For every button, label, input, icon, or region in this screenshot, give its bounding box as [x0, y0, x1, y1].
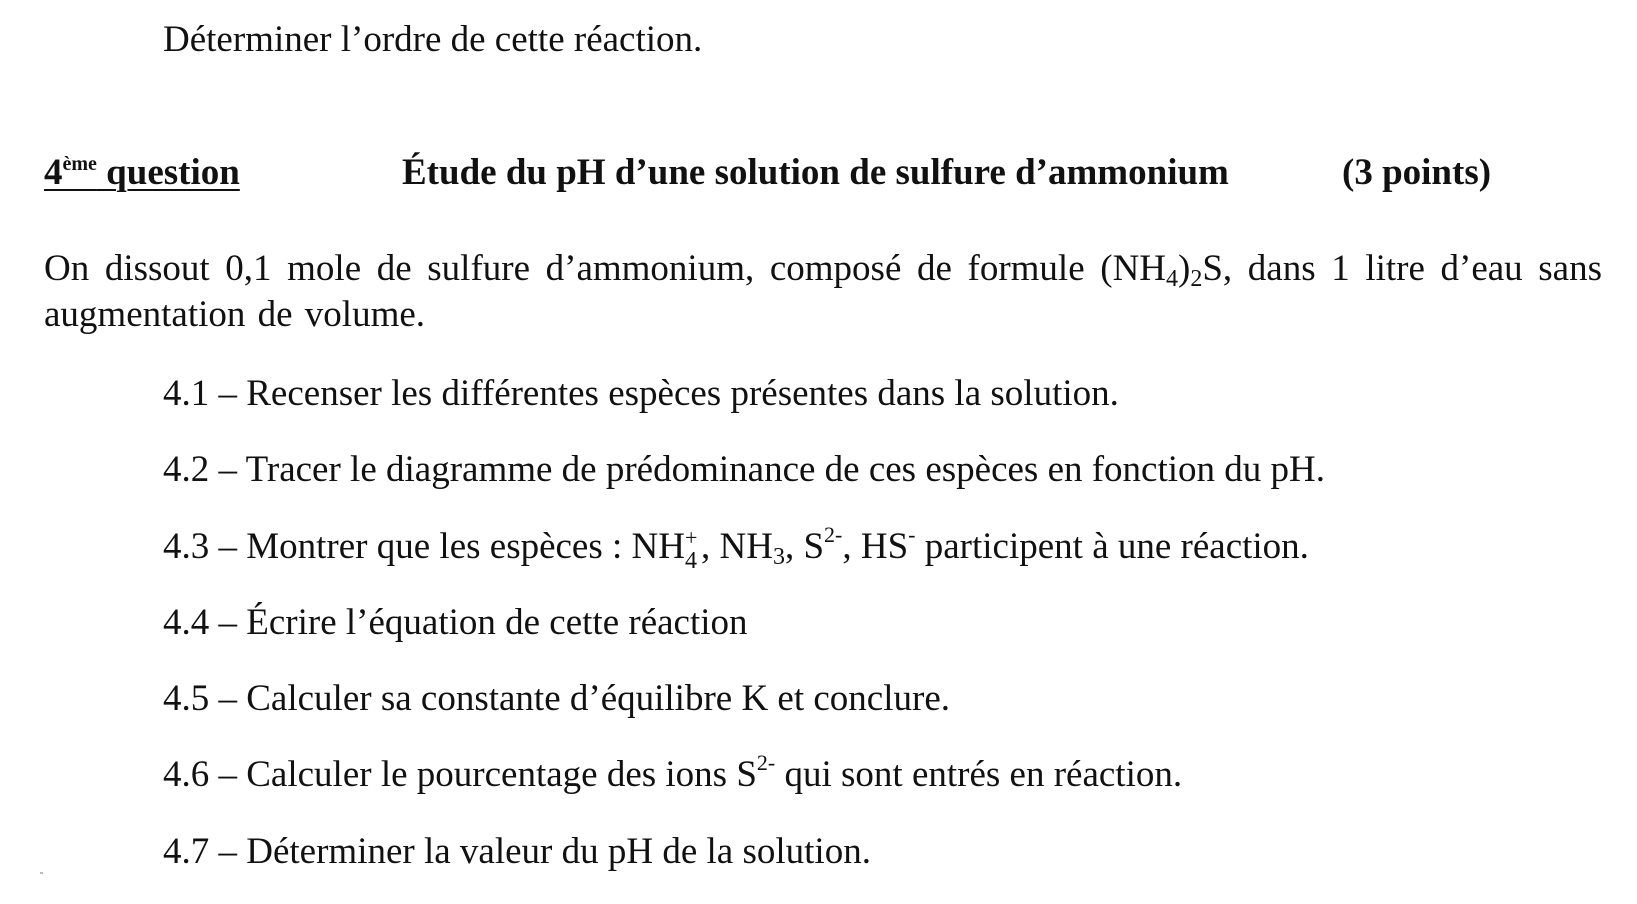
- item-4-3-sep2: , S: [784, 525, 825, 567]
- question-item-4-3: [163, 521, 1325, 574]
- item-4-6-prefix: 4.6 – Calculer le pourcentage des ions S: [163, 754, 757, 796]
- question-number: 4: [44, 152, 63, 193]
- s-ion-charge-superscript: 2-: [756, 750, 776, 776]
- item-4-3-sep1: , NH: [700, 525, 773, 567]
- nh4-superscript: +: [684, 524, 698, 550]
- item-4-3-prefix: 4.3 – Montrer que les espèces : NH: [163, 525, 685, 567]
- question-items-list: [163, 370, 1325, 904]
- question-item-4-2: 4.2 – Tracer le diagramme de prédominance de ces espèces en fonction du pH.: [163, 449, 1326, 491]
- question-points: (3 points): [1342, 152, 1492, 193]
- s-charge-superscript: 2-: [824, 521, 843, 547]
- item-4-6-suffix: qui sont entrés en réaction.: [775, 754, 1183, 796]
- nh3-subscript: 3: [772, 543, 785, 570]
- statement-text-end: S, dans 1 litre d’eau sans augmentation de volume.: [44, 248, 1603, 335]
- formula-subscript-4: 4: [1166, 266, 1179, 292]
- item-4-3-suffix: participent à une réaction.: [915, 525, 1309, 567]
- problem-statement: [44, 246, 1602, 338]
- question-item-4-1: 4.1 – Recenser les différentes espèces présentes dans la solution.: [163, 373, 1119, 414]
- question-label: [44, 149, 240, 197]
- nh4-subscript: 4: [684, 547, 697, 574]
- item-4-3-sep3: , HS: [842, 525, 909, 567]
- question-ordinal-suffix: ème: [62, 153, 97, 175]
- hs-charge-superscript: -: [908, 521, 916, 547]
- question-header: [44, 149, 1514, 209]
- scan-speck: [40, 872, 43, 874]
- question-item-4-7: 4.7 – Déterminer la valeur du pH de la solution.: [163, 830, 871, 872]
- question-title: Étude du pH d’une solution de sulfure d’ammonium: [402, 152, 1229, 193]
- formula-subscript-2: 2: [1190, 266, 1203, 292]
- formula-paren: ): [1178, 248, 1191, 289]
- question-item-4-6: [163, 751, 1325, 799]
- nh4-charge-and-index: [684, 524, 701, 574]
- question-item-4-5: 4.5 – Calculer sa constante d’équilibre K et conclure.: [163, 678, 950, 720]
- question-word: question: [96, 152, 240, 193]
- intro-sentence: Déterminer l’ordre de cette réaction.: [163, 19, 703, 60]
- statement-text-start: On dissout 0,1 mole de sulfure d’ammonium, composé de formule (NH: [44, 248, 1167, 289]
- question-item-4-4: 4.4 – Écrire l’équation de cette réaction: [163, 601, 748, 643]
